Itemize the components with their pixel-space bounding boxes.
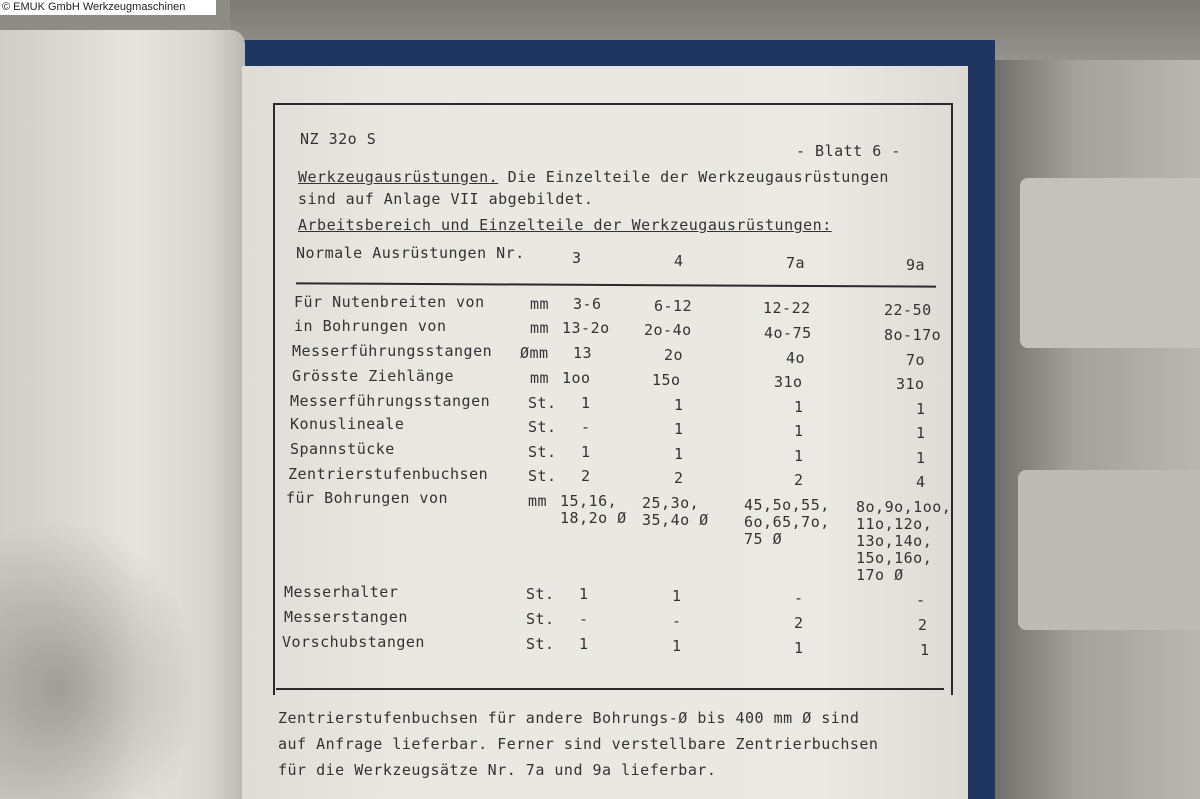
cell: 25,3o, 35,4o Ø <box>642 494 709 529</box>
hand-shadow <box>0 520 200 799</box>
cell: 22-50 <box>884 301 932 319</box>
row-label: Grösste Ziehlänge <box>292 367 455 385</box>
cabinet-panel-upper <box>1020 178 1200 348</box>
row-label: Vorschubstangen <box>282 633 425 651</box>
section-heading: Arbeitsbereich und Einzelteile der Werkzeugausrüstungen: <box>298 216 832 234</box>
sheet-number: - Blatt 6 - <box>796 142 901 160</box>
cell: 1 <box>794 447 804 465</box>
intro-line-1 <box>298 169 889 186</box>
cell: 1 <box>672 637 682 655</box>
column-header: 3 <box>572 249 582 267</box>
cell: 15o <box>652 371 681 389</box>
table-header-label: Normale Ausrüstungen Nr. <box>296 244 525 262</box>
row-label: Messerhalter <box>284 583 399 601</box>
background-cabinet <box>990 60 1200 799</box>
cell: 1 <box>579 585 589 603</box>
intro-text: Die Einzelteile der Werkzeugausrüstungen <box>498 168 889 186</box>
column-header: 4 <box>674 252 684 270</box>
column-header: 9a <box>906 256 926 274</box>
cell: 6-12 <box>654 297 693 315</box>
row-label: Spannstücke <box>290 440 395 458</box>
row-unit: Ømm <box>520 344 549 362</box>
footnote-line: Zentrierstufenbuchsen für andere Bohrungs-Ø bis 400 mm Ø sind <box>278 709 860 727</box>
cell: 31o <box>774 373 803 391</box>
cell: 1 <box>581 394 591 412</box>
row-label: Messerführungsstangen <box>290 392 491 410</box>
cell: 1 <box>794 422 804 440</box>
row-label: Messerführungsstangen <box>292 342 493 360</box>
cell: 1 <box>674 445 684 463</box>
row-label: Messerstangen <box>284 608 408 626</box>
cell: 2o <box>664 346 684 364</box>
cell: - <box>916 591 926 609</box>
row-unit: St. <box>528 443 557 461</box>
intro-line-2: sind auf Anlage VII abgebildet. <box>298 190 594 208</box>
row-unit: St. <box>528 467 557 485</box>
row-label: Konuslineale <box>290 415 405 433</box>
cell: 3-6 <box>573 295 602 313</box>
row-unit: St. <box>526 635 555 653</box>
row-label: Zentrierstufenbuchsen <box>288 465 489 483</box>
row-label: für Bohrungen von <box>286 489 449 507</box>
cell: - <box>672 612 682 630</box>
cell: 2 <box>794 614 804 632</box>
cell: 45,5o,55, 6o,65,7o, 75 Ø <box>744 496 830 548</box>
cell: 12-22 <box>763 299 811 317</box>
row-unit: mm <box>530 369 550 387</box>
cell: 4 <box>916 473 926 491</box>
cell: 15,16, 18,2o Ø <box>560 492 627 527</box>
column-header: 7a <box>786 254 806 272</box>
cabinet-panel-lower <box>1018 470 1200 630</box>
cell: 1 <box>920 641 930 659</box>
table-bottom-rule <box>276 688 944 690</box>
footnote-line: auf Anfrage lieferbar. Ferner sind verstellbare Zentrierbuchsen <box>278 735 879 753</box>
cell: 2 <box>581 467 591 485</box>
cell: 1oo <box>562 369 591 387</box>
cell: 4o-75 <box>764 324 812 342</box>
cell: 2o-4o <box>644 321 692 339</box>
row-unit: St. <box>528 394 557 412</box>
footnote-line: für die Werkzeugsätze Nr. 7a und 9a lieferbar. <box>278 761 717 779</box>
intro-heading: Werkzeugausrüstungen. <box>298 168 499 186</box>
cell: 1 <box>916 400 926 418</box>
row-unit: mm <box>528 492 548 510</box>
cell: 1 <box>579 635 589 653</box>
model-number: NZ 32o S <box>300 130 377 148</box>
cell: - <box>794 589 804 607</box>
cell: 1 <box>916 424 926 442</box>
row-label: Für Nutenbreiten von <box>294 293 485 311</box>
watermark: © EMUK GmbH Werkzeugmaschinen <box>0 0 216 15</box>
cell: 13-2o <box>562 319 610 337</box>
cell: 1 <box>794 639 804 657</box>
cell: 2 <box>918 616 928 634</box>
cell: 1 <box>916 449 926 467</box>
row-unit: St. <box>526 610 555 628</box>
row-unit: St. <box>528 418 557 436</box>
cell: - <box>581 418 591 436</box>
cell: 13 <box>573 344 593 362</box>
cell: 7o <box>906 351 926 369</box>
cell: 1 <box>794 398 804 416</box>
cell: 4o <box>786 349 806 367</box>
cell: 1 <box>672 587 682 605</box>
cell: 31o <box>896 375 925 393</box>
row-unit: mm <box>530 295 550 313</box>
cell: 2 <box>674 469 684 487</box>
row-unit: St. <box>526 585 555 603</box>
row-label: in Bohrungen von <box>294 317 447 335</box>
cell: 8o-17o <box>884 326 942 344</box>
cell: 1 <box>674 420 684 438</box>
cell: 2 <box>794 471 804 489</box>
cell: - <box>579 610 589 628</box>
row-unit: mm <box>530 319 550 337</box>
cell: 1 <box>674 396 684 414</box>
cell: 1 <box>581 443 591 461</box>
cell: 8o,9o,1oo, 11o,12o, 13o,14o, 15o,16o, 17o Ø <box>856 498 952 584</box>
